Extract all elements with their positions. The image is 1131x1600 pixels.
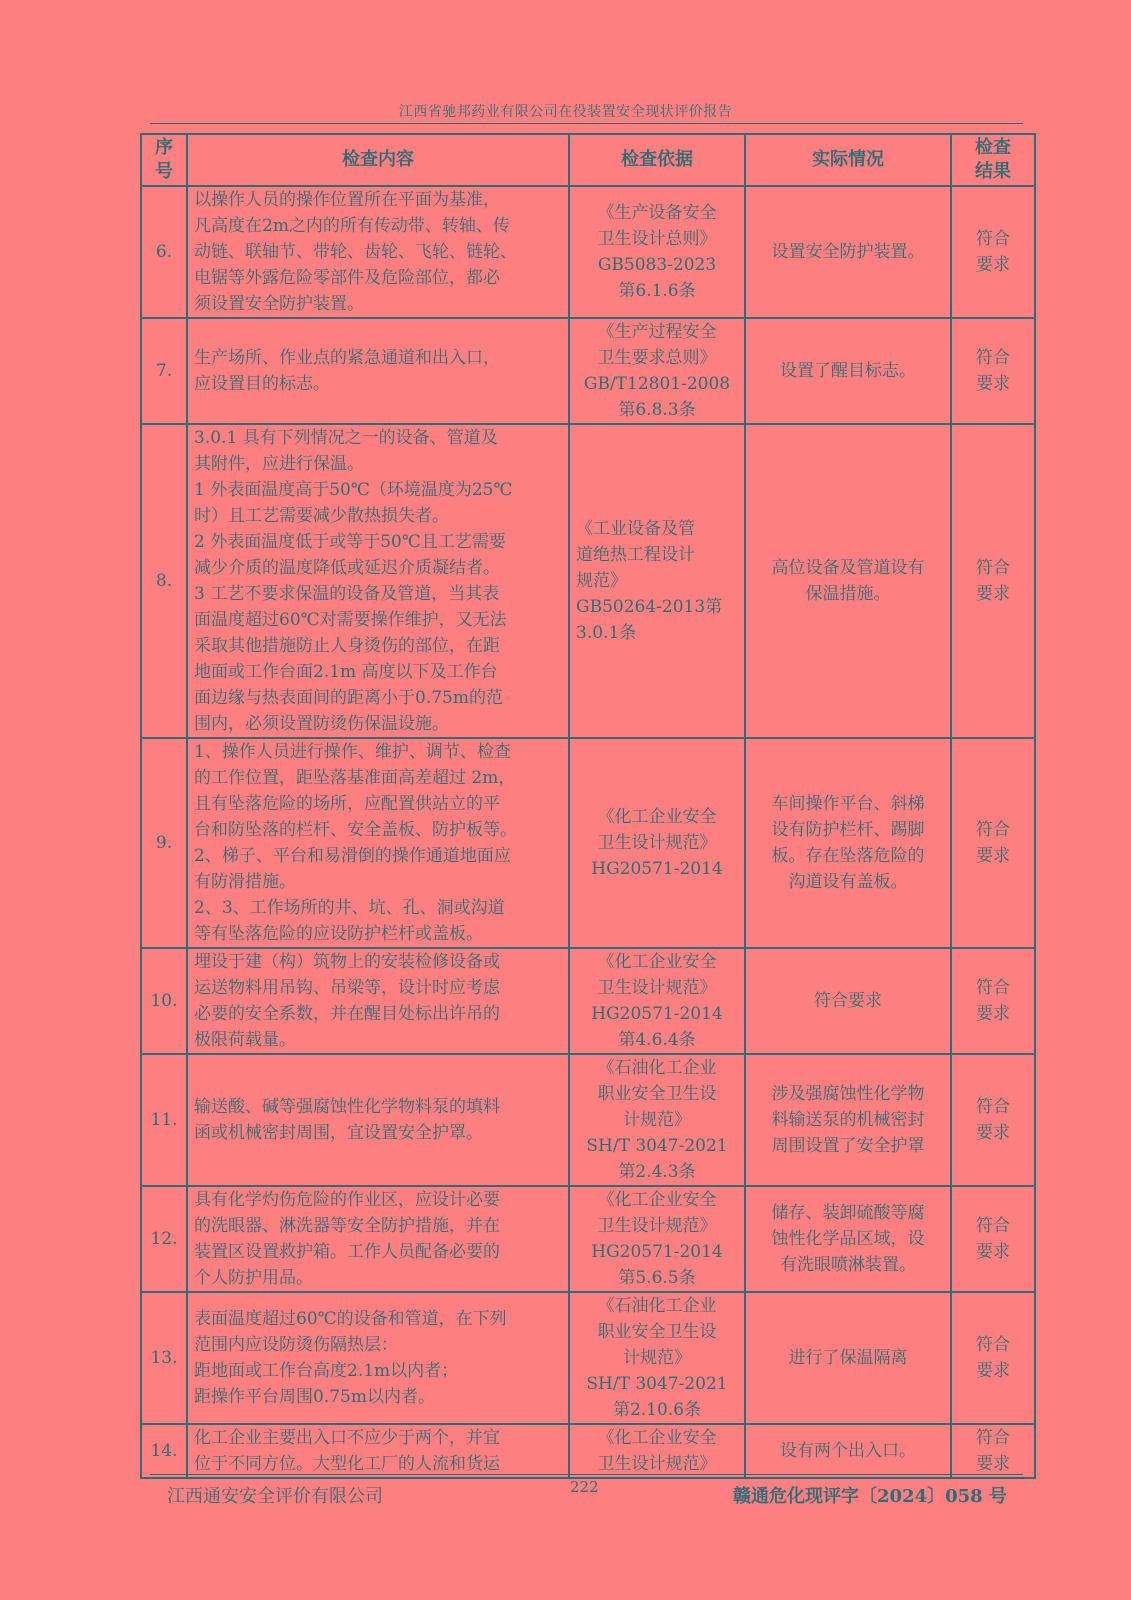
check-basis-cell-line: 卫生设计规范》 [597,1216,717,1236]
table-row [141,186,1035,318]
actual-situation-cell [745,1424,951,1478]
check-content-cell-line: 凡高度在2m之内的所有传动带、转轴、传 [194,216,510,236]
check-result-cell-line: 要求 [976,1454,1010,1474]
check-content-cell-line: 采取其他措施防止人身烫伤的部位，在距 [194,636,500,656]
header-text-line: 结果 [975,161,1011,182]
table-header-row [141,134,1035,186]
check-content-cell-line: 的工作位置，距坠落基准面高差超过 2m， [194,768,516,788]
check-result-cell [951,948,1035,1054]
header-text-line: 序 [155,137,173,158]
check-basis-cell-line: 第6.1.6条 [618,281,696,301]
check-basis-cell-line: GB/T12801-2008 [583,374,731,394]
check-result-cell-line: 符合 [976,1216,1010,1236]
check-result-cell-line: 符合 [976,820,1010,840]
actual-situation-cell-line: 设有防护栏杆、踢脚 [771,820,925,840]
check-content-cell-line: 函或机械密封周围，宜设置安全护罩。 [194,1123,483,1143]
check-result-cell-line: 符合 [976,348,1010,368]
check-content-cell-line: 2 外表面温度低于或等于50℃且工艺需要 [194,532,506,552]
check-result-cell-line: 要求 [976,1123,1010,1143]
actual-situation-cell [745,1186,951,1292]
check-content-cell-line: 的洗眼器、淋洗器等安全防护措施，并在 [194,1216,500,1236]
check-content-cell-line: 2、3、工作场所的井、坑、孔、洞或沟道 [194,898,505,918]
check-content-cell-line: 须设置安全防护装置。 [194,294,364,314]
check-content-cell-line: 其附件，应进行保温。 [194,454,364,474]
check-content-cell [187,948,569,1054]
actual-situation-cell-line: 车间操作平台、斜梯 [771,794,925,814]
actual-situation-cell-line: 符合要求 [814,991,882,1011]
check-content-cell [187,318,569,424]
check-basis-cell-line: 第5.6.5条 [618,1268,696,1288]
header-text-line: 检查 [975,137,1011,158]
actual-situation-cell [745,424,951,738]
actual-situation-cell-line: 蚀性化学品区域，设 [771,1229,925,1249]
page-number: 222 [570,1478,599,1496]
check-result-cell-line: 要求 [976,255,1010,275]
check-result-cell-line: 符合 [976,558,1010,578]
check-basis-cell-line: 道绝热工程设计 [576,545,695,565]
check-content-cell-line: 范围内应设防烫伤隔热层： [194,1335,398,1355]
check-result-cell [951,738,1035,948]
check-basis-cell-line: 卫生设计规范》 [597,833,717,853]
actual-situation-cell-line: 进行了保温隔离 [788,1348,908,1368]
check-content-cell-line: 有防滑措施。 [194,872,296,892]
check-basis-cell [569,738,745,948]
check-content-cell-line: 时）且工艺需要减少散热损失者。 [194,506,449,526]
check-content-cell-line: 个人防护用品。 [194,1268,313,1288]
check-basis-cell-line: 第2.10.6条 [612,1400,702,1420]
footer-divider [150,1474,1023,1475]
row-number: 14. [141,1424,187,1478]
actual-situation-cell [745,318,951,424]
check-content-cell-line: 减少介质的温度降低或延迟介质凝结者。 [194,558,500,578]
check-content-cell-line: 生产场所、作业点的紧急通道和出入口， [194,348,500,368]
check-result-cell [951,1054,1035,1186]
check-basis-cell [569,1186,745,1292]
check-basis-cell-line: 第2.4.3条 [618,1162,696,1182]
check-content-cell-line: 以操作人员的操作位置所在平面为基准， [194,190,500,210]
check-basis-cell-line: 卫生设计总则》 [597,229,717,249]
check-basis-cell-line: 3.0.1条 [576,623,637,643]
check-basis-cell [569,318,745,424]
actual-situation-cell [745,1054,951,1186]
check-basis-cell-line: 计规范》 [623,1348,691,1368]
actual-situation-cell [745,738,951,948]
check-result-cell [951,318,1035,424]
check-content-cell-line: 1、操作人员进行操作、维护、调节、检查 [194,742,511,762]
check-basis-cell-line: 《化工企业安全 [597,952,717,972]
actual-situation-cell-line: 设置了醒目标志。 [780,361,916,381]
check-result-cell-line: 符合 [976,1097,1010,1117]
footer-company: 江西通安安全评价有限公司 [167,1486,383,1507]
check-basis-cell-line: 第4.6.4条 [618,1030,696,1050]
check-content-cell-line: 台和防坠落的栏杆、安全盖板、防护板等。 [194,820,517,840]
check-basis-cell-line: 《生产设备安全 [597,203,717,223]
check-content-cell-line: 具有化学灼伤危险的作业区，应设计必要 [194,1190,500,1210]
check-basis-cell [569,186,745,318]
row-number: 10. [141,948,187,1054]
row-number: 8. [141,424,187,738]
check-content-cell-line: 距地面或工作台高度2.1m以内者； [194,1361,459,1381]
table-row [141,424,1035,738]
actual-situation-cell-line: 料输送泵的机械密封 [771,1110,925,1130]
check-basis-cell [569,1054,745,1186]
check-result-cell-line: 要求 [976,846,1010,866]
check-result-cell [951,1292,1035,1424]
actual-situation-cell-line: 设有两个出入口。 [780,1441,916,1461]
check-content-cell-line: 极限荷载量。 [194,1030,296,1050]
actual-situation-cell-line: 储存、装卸硫酸等腐 [771,1203,925,1223]
actual-situation-cell [745,186,951,318]
check-basis-cell-line: 《化工企业安全 [597,807,717,827]
check-result-cell-line: 符合 [976,229,1010,249]
check-content-cell [187,1424,569,1478]
check-content-cell-line: 距操作平台周围0.75m以内者。 [194,1387,435,1407]
table-row [141,1186,1035,1292]
check-basis-cell-line: 《工业设备及管 [576,519,695,539]
actual-situation-cell-line: 保温措施。 [805,584,891,604]
check-content-cell [187,1186,569,1292]
check-basis-cell-line: 《生产过程安全 [597,322,717,342]
check-result-cell [951,424,1035,738]
table-row [141,318,1035,424]
table-row [141,948,1035,1054]
check-basis-cell-line: 《石油化工企业 [597,1058,717,1078]
check-content-cell [187,186,569,318]
check-result-cell-line: 符合 [976,978,1010,998]
header-basis: 检查依据 [569,134,745,186]
check-content-cell-line: 化工企业主要出入口不应少于两个，并宜 [194,1428,500,1448]
check-content-cell-line: 装置区设置救护箱。工作人员配备必要的 [194,1242,500,1262]
check-basis-cell-line: HG20571-2014 [591,859,723,879]
table-body [141,186,1035,1478]
check-basis-cell-line: 卫生设计规范》 [597,978,717,998]
check-result-cell [951,1424,1035,1478]
check-content-cell-line: 位于不同方位。大型化工厂的人流和货运 [194,1454,500,1474]
check-basis-cell-line: 第6.8.3条 [618,400,696,420]
row-number: 6. [141,186,187,318]
table-row [141,1054,1035,1186]
check-result-cell-line: 要求 [976,374,1010,394]
check-content-cell-line: 且有坠落危险的场所，应配置供站立的平 [194,794,500,814]
check-content-cell-line: 1 外表面温度高于50℃（环境温度为25℃ [194,480,513,500]
check-basis-cell [569,948,745,1054]
check-content-cell-line: 必要的安全系数，并在醒目处标出许吊的 [194,1004,500,1024]
check-content-cell-line: 动链、联轴节、带轮、齿轮、飞轮、链轮、 [194,242,517,262]
check-content-cell-line: 埋设于建（构）筑物上的安装检修设备或 [194,952,500,972]
check-basis-cell-line: 职业安全卫生设 [597,1322,717,1342]
check-result-cell-line: 符合 [976,1335,1010,1355]
check-content-cell-line: 面温度超过60℃对需要操作维护，又无法 [194,610,507,630]
check-content-cell-line: 3.0.1 具有下列情况之一的设备、管道及 [194,428,498,448]
check-content-cell-line: 电锯等外露危险零部件及危险部位，都必 [194,268,500,288]
header-content: 检查内容 [187,134,569,186]
table-row [141,1292,1035,1424]
row-number: 7. [141,318,187,424]
document-number: 赣通危化现评字〔2024〕058 号 [733,1486,1007,1507]
header-no [141,134,187,186]
check-content-cell [187,424,569,738]
check-content-cell-line: 表面温度超过60℃的设备和管道，在下列 [194,1309,507,1329]
check-basis-cell-line: 职业安全卫生设 [597,1084,717,1104]
check-content-cell-line: 2、梯子、平台和易滑倒的操作通道地面应 [194,846,511,866]
row-number: 9. [141,738,187,948]
actual-situation-cell [745,948,951,1054]
row-number: 11. [141,1054,187,1186]
check-content-cell-line: 等有坠落危险的应设防护栏杆或盖板。 [194,924,483,944]
check-basis-cell-line: HG20571-2014 [591,1004,723,1024]
check-basis-cell-line: 计规范》 [623,1110,691,1130]
check-content-cell-line: 输送酸、碱等强腐蚀性化学物料泵的填料 [194,1097,500,1117]
check-content-cell [187,1054,569,1186]
check-basis-cell-line: 《石油化工企业 [597,1296,717,1316]
check-result-cell-line: 要求 [976,1004,1010,1024]
check-content-cell-line: 围内，必须设置防烫伤保温设施。 [194,714,449,734]
report-title: 江西省驰邦药业有限公司在役装置安全现状评价报告 [398,104,733,120]
check-basis-cell-line: 《化工企业安全 [597,1190,717,1210]
check-basis-cell-line: GB5083-2023 [597,255,717,275]
actual-situation-cell-line: 有洗眼喷淋装置。 [780,1255,916,1275]
check-content-cell-line: 3 工艺不要求保温的设备及管道，当其表 [194,584,500,604]
check-result-cell [951,186,1035,318]
check-basis-cell-line: 《化工企业安全 [597,1428,717,1448]
check-content-cell-line: 运送物料用吊钩、吊梁等，设计时应考虑 [194,978,500,998]
check-basis-cell [569,1424,745,1478]
actual-situation-cell-line: 沟道设有盖板。 [788,872,908,892]
check-result-cell-line: 要求 [976,1361,1010,1381]
header-divider [150,123,1023,124]
header-result [951,134,1035,186]
inspection-table [140,133,1036,1479]
table-row [141,738,1035,948]
actual-situation-cell-line: 高位设备及管道设有 [771,558,925,578]
table-row [141,1424,1035,1478]
check-basis-cell-line: HG20571-2014 [591,1242,723,1262]
actual-situation-cell-line: 设置安全防护装置。 [771,242,925,262]
check-basis-cell-line: SH/T 3047-2021 [586,1136,728,1156]
check-basis-cell-line: GB50264-2013第 [576,597,723,617]
check-result-cell [951,1186,1035,1292]
check-content-cell-line: 应设置目的标志。 [194,374,330,394]
check-result-cell-line: 要求 [976,1242,1010,1262]
check-content-cell-line: 地面或工作台面2.1m 高度以下及工作台 [194,662,498,682]
check-basis-cell-line: 卫生设计规范》 [597,1454,717,1474]
header-actual: 实际情况 [745,134,951,186]
actual-situation-cell-line: 板。存在坠落危险的 [771,846,925,866]
check-result-cell-line: 要求 [976,584,1010,604]
check-result-cell-line: 符合 [976,1428,1010,1448]
check-content-cell-line: 面边缘与热表面间的距离小于0.75m的范 [194,688,503,708]
row-number: 12. [141,1186,187,1292]
check-basis-cell-line: 规范》 [576,571,627,591]
actual-situation-cell-line: 涉及强腐蚀性化学物 [771,1084,925,1104]
check-basis-cell [569,424,745,738]
check-basis-cell-line: SH/T 3047-2021 [586,1374,728,1394]
header-text-line: 号 [155,161,173,182]
check-content-cell [187,1292,569,1424]
check-content-cell [187,738,569,948]
actual-situation-cell-line: 周围设置了安全护罩 [771,1136,925,1156]
check-basis-cell-line: 卫生要求总则》 [597,348,717,368]
row-number: 13. [141,1292,187,1424]
actual-situation-cell [745,1292,951,1424]
check-basis-cell [569,1292,745,1424]
